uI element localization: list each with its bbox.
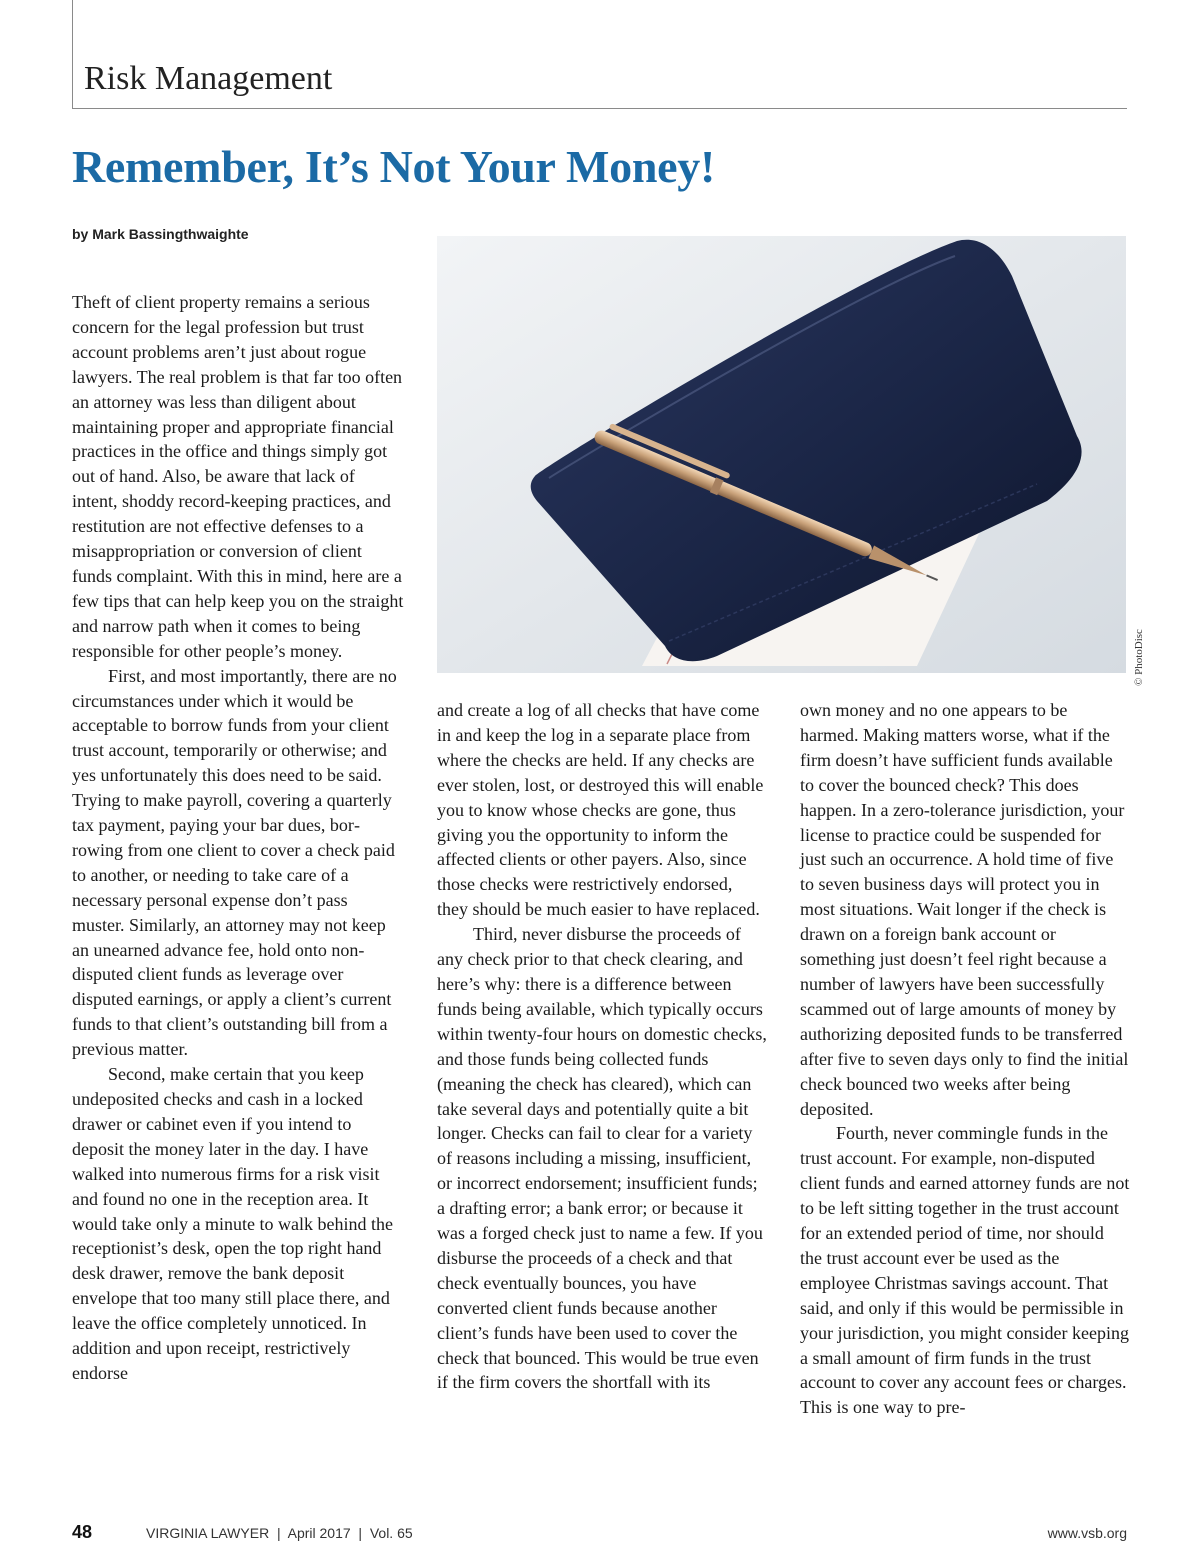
article-title: Remember, It’s Not Your Money! — [72, 141, 715, 192]
checkbook-pen-photo — [437, 236, 1126, 673]
paragraph: First, and most importantly, there are no circumstances under which it would be acceptable to borrow funds from your client trust account, temporarily or otherwise; and yes unfortunately this does need to be said. Trying to make payroll, covering a quarterly tax payment, paying your bar dues, borrowing from one client to cover a check paid to another, or needing to take care of a necessary personal expense don’t pass muster. Similarly, an attorney may not keep an unearned advance fee, hold onto non-disputed client funds as leverage over disputed earnings, or apply a client’s current funds to that client’s outstanding bill from a previous matter. — [72, 665, 397, 1060]
paragraph: Theft of client property remains a serious concern for the legal profession but trust account problems aren’t just about rogue lawyers. The real problem is that far too often an attorney was less than diligent about maintaining proper and appropriate financial practices in the office and things simply got out of hand. Also, be aware that lack of intent, shoddy record-keeping practices, and restitution are not effective defenses to a misappropriation or conversion of client funds complaint. With this in mind, here are a few tips that can help keep you on the straight and narrow path when it comes to being responsible for other people’s money. — [72, 292, 404, 661]
page-footer — [72, 1522, 1127, 1546]
website-link[interactable]: www.vsb.org — [1047, 1525, 1127, 1541]
page-number: 48 — [72, 1522, 93, 1542]
header-vertical-rule — [72, 0, 73, 108]
paragraph: own money and no one appears to be harmed. Making matters worse, what if the firm doesn’t have sufficient funds available to cover the bounced check? This does happen. In a zero-tolerance jurisdiction, your license to practice could be suspended for just such an occurrence. A hold time of five to seven business days will protect you in most situations. Wait longer if the check is drawn on a foreign bank account or something just doesn’t feel right because a number of lawyers have been successfully scammed out of large amounts of money by authorizing deposited funds to be transferred after five to seven days only to find the initial check bounced two weeks after being deposited. — [800, 700, 1129, 1119]
paragraph: Fourth, never commingle funds in the trust account. For example, non-disputed client funds and earned attorney funds are not to be left sitting together in the trust account for an extended period of time, nor should the trust account ever be used as the employee Christmas savings account. That said, and only if this would be permissible in your jurisdiction, you might consider keeping a small amount of firm funds in the trust account to cover any account fees or charges. This is one way to pre- — [800, 1123, 1130, 1418]
section-label: Risk Management — [84, 60, 333, 97]
header-horizontal-rule — [72, 108, 1127, 109]
article-column-3 — [800, 698, 1130, 1420]
article-column-2 — [437, 698, 767, 1395]
paragraph: Second, make certain that you keep undeposited checks and cash in a locked drawer or cabinet even if you intend to deposit the money later in the day. I have walked into numerous firms for a risk visit and found no one in the reception area. It would take only a minute to walk behind the receptionist’s desk, open the top right hand desk drawer, remove the bank deposit envelope that too many still place there, and leave the office completely unnoticed. In addition and upon receipt, restrictively endorse — [72, 1064, 393, 1383]
paragraph: Third, never disburse the proceeds of any check prior to that check clearing, and here’s why: there is a difference between funds being available, which typically occurs within twenty-four hours on domestic checks, and those funds being collected funds (meaning the check has cleared), which can take several days and potentially quite a bit longer. Checks can fail to clear for a variety of reasons including a missing, insufficient, or incorrect endorsement; insufficient funds; a drafting error; a bank error; or because it was a forged check just to name a few. If you disburse the proceeds of a check and that check eventually bounces, you have converted client funds because another client’s funds have been used to cover the check that bounced. This would be true even if the firm covers the shortfall with its — [437, 924, 767, 1393]
paragraph: and create a log of all checks that have come in and keep the log in a separate place from where the checks are held. If any checks are ever stolen, lost, or destroyed this will enable you to know whose checks are gone, thus giving you the opportunity to inform the affected clients or other payers. Also, since those checks were restrictively endorsed, they should be much easier to have replaced. — [437, 700, 764, 920]
publication-info: VIRGINIA LAWYER | April 2017 | Vol. 65 — [146, 1525, 413, 1541]
photo-credit: © PhotoDisc — [1133, 629, 1145, 686]
article-column-1 — [72, 290, 404, 1386]
byline: by Mark Bassingthwaighte — [72, 226, 249, 242]
